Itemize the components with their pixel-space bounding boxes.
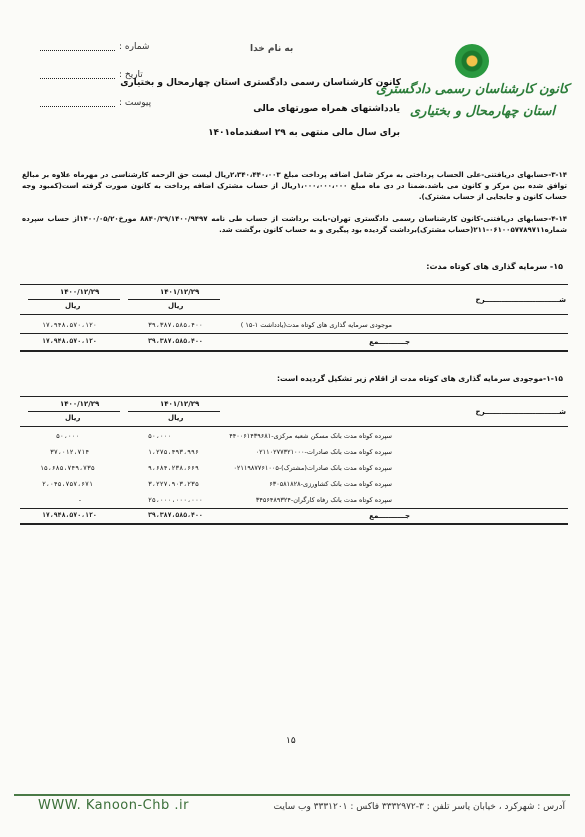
s151-row-label: سپرده کوتاه مدت بانک رفاه کارگران-۳۴۵۶۴۸۹۳۲۴ — [255, 496, 392, 504]
doc-title-notes: یادداشتهای همراه صورتهای مالی — [253, 104, 400, 114]
s151-row-v2: ۹،۶۸۴،۲۳۸،۶۶۹ — [148, 464, 199, 472]
s151-row-label: سپرده کوتاه مدت بانک صادرات-۰۲۱۱۰۲۷۷۳۲۱۰۰۰ — [255, 448, 392, 456]
s151-row-v1: ۵۰،۰۰۰ — [56, 432, 80, 440]
s15-total-v2: ۳۹،۳۸۷،۵۸۵،۴۰۰ — [148, 337, 203, 345]
brand-line2: استان چهارمحال و بختیاری — [409, 104, 555, 119]
s151-row-v2: ۱،۲۷۵،۴۹۳،۹۹۶ — [148, 448, 199, 456]
s151-row-v1: ۲،۰۴۵،۷۵۷،۶۷۱ — [42, 480, 93, 488]
brand-line1: کانون کارشناسان رسمی دادگستری — [376, 82, 569, 97]
s15-col2-date: ۱۴۰۱/۱۲/۲۹ — [160, 288, 200, 296]
doc-title-period: برای سال مالی منتهی به ۲۹ اسفندماه۱۴۰۱ — [208, 128, 400, 138]
number-field — [40, 42, 149, 52]
section-15-1-table — [20, 396, 570, 526]
s151-row-label: سپرده کوتاه مدت بانک مسکن شعبه مرکزی-۴۴۰۰۶۱۴۳۹۶۸۱ — [229, 432, 392, 440]
s151-col2-unit: ریال — [168, 414, 184, 422]
s151-row-v1: - — [78, 496, 82, 504]
number-dots — [40, 44, 115, 51]
section-15-table — [20, 284, 570, 354]
s15-total-label: جـــــــــــمع — [369, 338, 410, 346]
s151-col1-unit: ریال — [65, 414, 81, 422]
s15-row-v2: ۳۹،۳۸۷،۵۸۵،۴۰۰ — [148, 321, 203, 329]
attachment-label: پیوست : — [119, 98, 152, 108]
s15-row-label: موجودی سرمایه گذاری های کوتاه مدت(یادداشت ۱-۱۵ ) — [240, 321, 392, 329]
s151-col1-date: ۱۴۰۰/۱۲/۲۹ — [60, 400, 100, 408]
s15-row-v1: ۱۷،۹۴۸،۵۷۰،۱۲۰ — [42, 321, 97, 329]
note-14-4: ۴-۱۴-حسابهای دریافتنی-کانون کارشناسان رسمی دادگستری تهران-بابت برداشت از حساب طی نامه ۸۸۴۰/۲۹/۱۴۰۰/۹۴۹۷ مورخ۱۴۰۰/۰۵/۲۰از حساب سپرده شماره۰۶۱۰۰۵۷۷۸۹۷۱۱-۲۱۱(حساب مشترک)برداشت گردیده بود پیگیری و به حساب کانون برگشت شد. — [22, 215, 567, 234]
s15-desc-header: شـــــــــــــــــــــــــــــــرح — [475, 296, 566, 304]
footer-website: WWW. Kanoon-Chb .ir — [38, 798, 189, 813]
s151-col2-date: ۱۴۰۱/۱۲/۲۹ — [160, 400, 200, 408]
s151-row-v1: ۱۵،۶۸۵،۷۴۹،۷۳۵ — [40, 464, 95, 472]
note-14-3: ۳-۱۴-حسابهای دریافتنی-علی الحساب پرداختی به مرکز شامل اضافه پرداخت مبلغ ۲،۳۴۰،۴۴۰،۰۰۳ریال لیست حق الزحمه کارشناسی در مهرماه علاوه بر مبالغ توافق شده بین مرکز و کانون می باشد.ضمنا در دی ماه مبلغ ۱،۰۰۰،۰۰۰،۰۰۰ریال از حساب مشترک اضافه پرداخت به کانون صورت گرفته است(کمبود وجه حساب کانون و جابجایی از حساب مشترک). — [22, 171, 568, 201]
number-label: شماره : — [119, 42, 150, 52]
doc-title-org: کانون کارشناسان رسمی دادگستری استان چهارمحال و بختیاری — [120, 78, 401, 88]
attachment-field — [40, 98, 151, 108]
s151-row-v2: ۳،۲۲۷،۹۰۳،۲۳۵ — [148, 480, 199, 488]
section-15-1-heading: ۱-۱۵-موجودی سرمایه گذاری های کوتاه مدت از اقلام زیر تشکیل گردیده است: — [277, 374, 563, 383]
s151-total-label: جـــــــــــمع — [369, 512, 410, 520]
page-number: ۱۵ — [286, 736, 296, 746]
s151-desc-header: شـــــــــــــــــــــــــــــــرح — [475, 408, 566, 416]
basmala: به نام خدا — [250, 44, 294, 54]
s15-col2-unit: ریال — [168, 302, 184, 310]
s151-row-v2: ۵۰،۰۰۰ — [148, 432, 172, 440]
attachment-dots — [40, 100, 115, 107]
s15-total-v1: ۱۷،۹۴۸،۵۷۰،۱۲۰ — [42, 337, 97, 345]
organization-logo-icon — [455, 44, 489, 78]
s15-col1-unit: ریال — [65, 302, 81, 310]
footer-divider — [14, 794, 570, 796]
s151-row-v1: ۳۷،۰۱۲،۷۱۴ — [50, 448, 90, 456]
s15-col1-date: ۱۴۰۰/۱۲/۲۹ — [60, 288, 100, 296]
footer-address: آدرس : شهرکرد ، خیابان یاسر تلفن : ۳-۳۳۳۲۹۷۲ فاکس : ۳۳۳۱۲۰۱ وب سایت — [273, 802, 565, 812]
s151-row-label: سپرده کوتاه مدت بانک کشاورزی-۶۳۰۵۸۱۸۲۸ — [269, 480, 392, 488]
s151-total-v1: ۱۷،۹۴۸،۵۷۰،۱۲۰ — [42, 511, 97, 519]
s151-total-v2: ۳۹،۳۸۷،۵۸۵،۴۰۰ — [148, 511, 203, 519]
date-label: تاریخ : — [119, 70, 143, 80]
section-15-heading: ۱۵- سرمایه گذاری های کوتاه مدت: — [426, 262, 563, 271]
date-dots — [40, 72, 115, 79]
s151-row-v2: ۲۵،۰۰۰،۰۰۰،۰۰۰ — [148, 496, 203, 504]
s151-row-label: سپرده کوتاه مدت بانک صادرات(مشترک)-۰۲۱۱۹۸۷۷۶۱۰۰۵ — [233, 464, 392, 472]
